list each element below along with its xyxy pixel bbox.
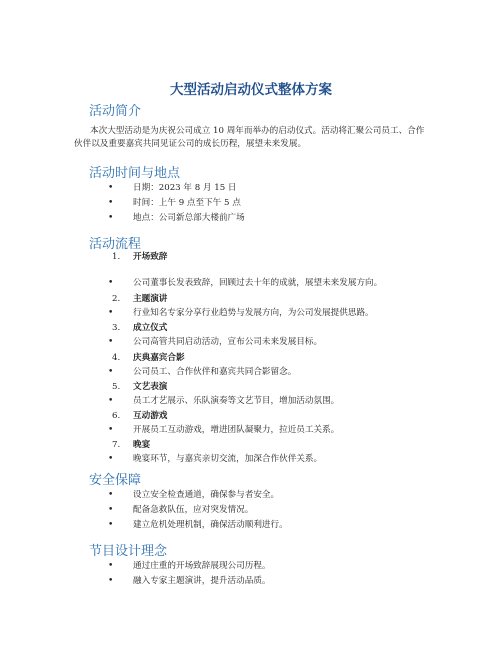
bullet-icon: • [108, 490, 114, 500]
intro-paragraph: 本次大型活动是为庆祝公司成立 10 周年而举办的启动仪式。活动将汇聚公司员工、合作伙伴以及重要嘉宾共同见证公司的成长历程，展望未来发展。 [74, 126, 425, 149]
bullet-icon: • [108, 396, 114, 406]
process-step-title: 2. 主题演讲 [112, 294, 168, 304]
list-item: • 建立危机处理机制，确保活动顺利进行。 [108, 520, 288, 530]
process-step-desc: • 晚宴环节，与嘉宾亲切交流，加深合作伙伴关系。 [108, 454, 323, 464]
bullet-icon: • [108, 505, 114, 515]
bullet-icon: • [108, 425, 114, 435]
design-heading: 节目设计理念 [89, 544, 168, 559]
list-item: • 日期：2023 年 8 月 15 日 [108, 183, 237, 193]
intro-heading: 活动简介 [89, 104, 142, 119]
bullet-icon: • [108, 520, 114, 530]
process-step-desc: • 公司董事长发表致辞，回顾过去十年的成就，展望未来发展方向。 [108, 278, 383, 288]
bullet-icon: • [108, 337, 114, 347]
list-item: • 融入专家主题演讲，提升活动品质。 [108, 576, 271, 586]
process-step-title: 7. 晚宴 [112, 440, 151, 450]
bullet-icon: • [108, 454, 114, 464]
list-item: • 地点：公司新总部大楼前广场 [108, 213, 245, 223]
safety-heading: 安全保障 [89, 473, 142, 488]
process-step-desc: • 行业知名专家分享行业趋势与发展方向，为公司发展提供思路。 [108, 308, 374, 318]
process-step-title: 4. 庆典嘉宾合影 [112, 353, 185, 363]
bullet-icon: • [108, 576, 114, 586]
process-heading: 活动流程 [89, 237, 142, 252]
process-step-title: 3. 成立仪式 [112, 323, 168, 333]
process-step-desc: • 公司员工、合作伙伴和嘉宾共同合影留念。 [108, 367, 297, 377]
document-title: 大型活动启动仪式整体方案 [170, 82, 332, 98]
list-item: • 配备急救队伍，应对突发情况。 [108, 505, 254, 515]
process-step-title: 6. 互动游戏 [112, 411, 168, 421]
bullet-icon: • [108, 367, 114, 377]
bullet-icon: • [108, 213, 114, 223]
list-item: • 时间：上午 9 点至下午 5 点 [108, 198, 241, 208]
bullet-icon: • [108, 561, 114, 571]
process-step-desc: • 员工才艺展示、乐队演奏等文艺节目，增加活动氛围。 [108, 396, 340, 406]
bullet-icon: • [108, 278, 114, 288]
process-step-desc: • 开展员工互动游戏，增进团队凝聚力，拉近员工关系。 [108, 425, 340, 435]
list-item: • 通过庄重的开场致辞展现公司历程。 [108, 561, 271, 571]
bullet-icon: • [108, 183, 114, 193]
bullet-icon: • [108, 308, 114, 318]
process-step-desc: • 公司高管共同启动活动，宣布公司未来发展目标。 [108, 337, 323, 347]
time-place-heading: 活动时间与地点 [89, 166, 181, 181]
list-item: • 设立安全检查通道，确保参与者安全。 [108, 490, 280, 500]
process-step-title: 5. 文艺表演 [112, 382, 168, 392]
bullet-icon: • [108, 198, 114, 208]
process-step-title: 1. 开场致辞 [112, 252, 168, 262]
